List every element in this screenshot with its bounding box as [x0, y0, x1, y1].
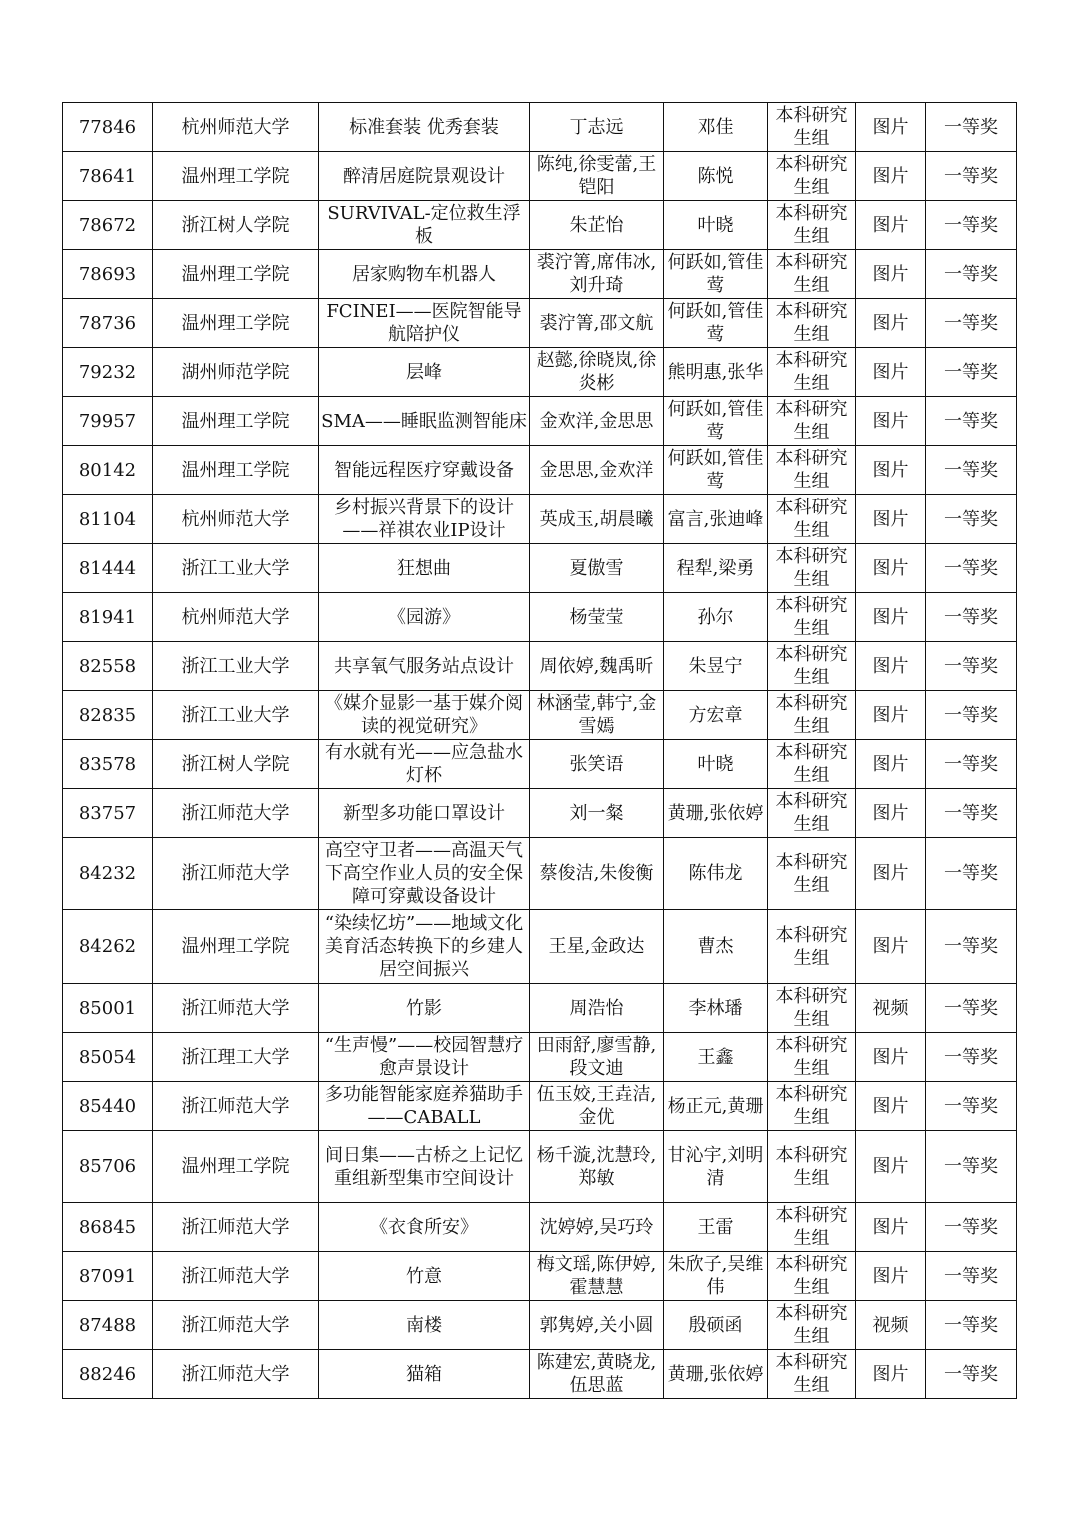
table-row: [63, 250, 1017, 299]
award-table-body: [63, 103, 1017, 1399]
table-row: [63, 984, 1017, 1033]
authors-cell: 杨莹莹: [530, 593, 664, 642]
table-row: [63, 642, 1017, 691]
school-cell: 湖州师范学院: [153, 348, 319, 397]
format-cell: 图片: [856, 642, 926, 691]
award-cell: 一等奖: [926, 1203, 1017, 1252]
award-cell: 一等奖: [926, 152, 1017, 201]
work-title-cell: 《园游》: [319, 593, 530, 642]
format-cell: 图片: [856, 152, 926, 201]
school-cell: 浙江工业大学: [153, 642, 319, 691]
format-cell: 图片: [856, 299, 926, 348]
work-title-cell: 南楼: [319, 1301, 530, 1350]
work-title-cell: 猫箱: [319, 1350, 530, 1399]
format-cell: 图片: [856, 446, 926, 495]
advisor-cell: 陈悦: [664, 152, 768, 201]
category-cell: 本科研究生组: [768, 1131, 856, 1203]
work-title-cell: 醉清居庭院景观设计: [319, 152, 530, 201]
format-cell: 图片: [856, 1033, 926, 1082]
school-cell: 温州理工学院: [153, 446, 319, 495]
work-title-cell: 《媒介显影一基于媒介阅读的视觉研究》: [319, 691, 530, 740]
format-cell: 图片: [856, 910, 926, 984]
format-cell: 图片: [856, 1203, 926, 1252]
advisor-cell: 孙尔: [664, 593, 768, 642]
format-cell: 图片: [856, 397, 926, 446]
table-row: [63, 1350, 1017, 1399]
award-cell: 一等奖: [926, 495, 1017, 544]
category-cell: 本科研究生组: [768, 838, 856, 910]
entry-id-cell: 85706: [63, 1131, 153, 1203]
category-cell: 本科研究生组: [768, 544, 856, 593]
work-title-cell: 《衣食所安》: [319, 1203, 530, 1252]
authors-cell: 郭隽婷,关小圆: [530, 1301, 664, 1350]
authors-cell: 沈婷婷,吴巧玲: [530, 1203, 664, 1252]
table-row: [63, 1131, 1017, 1203]
authors-cell: 林涵莹,韩宁,金雪嫣: [530, 691, 664, 740]
entry-id-cell: 85440: [63, 1082, 153, 1131]
category-cell: 本科研究生组: [768, 1350, 856, 1399]
format-cell: 图片: [856, 201, 926, 250]
work-title-cell: 共享氧气服务站点设计: [319, 642, 530, 691]
entry-id-cell: 88246: [63, 1350, 153, 1399]
category-cell: 本科研究生组: [768, 103, 856, 152]
authors-cell: 夏傲雪: [530, 544, 664, 593]
award-cell: 一等奖: [926, 1252, 1017, 1301]
advisor-cell: 王鑫: [664, 1033, 768, 1082]
authors-cell: 刘一粲: [530, 789, 664, 838]
format-cell: 图片: [856, 348, 926, 397]
advisor-cell: 富言,张迪峰: [664, 495, 768, 544]
category-cell: 本科研究生组: [768, 1082, 856, 1131]
school-cell: 浙江师范大学: [153, 1252, 319, 1301]
award-cell: 一等奖: [926, 348, 1017, 397]
school-cell: 温州理工学院: [153, 250, 319, 299]
work-title-cell: “染续忆坊”——地域文化美育活态转换下的乡建人居空间振兴: [319, 910, 530, 984]
format-cell: 图片: [856, 691, 926, 740]
table-row: [63, 348, 1017, 397]
advisor-cell: 程犁,梁勇: [664, 544, 768, 593]
format-cell: 图片: [856, 495, 926, 544]
advisor-cell: 李林璠: [664, 984, 768, 1033]
school-cell: 浙江师范大学: [153, 789, 319, 838]
table-row: [63, 1033, 1017, 1082]
entry-id-cell: 78672: [63, 201, 153, 250]
award-cell: 一等奖: [926, 1301, 1017, 1350]
award-cell: 一等奖: [926, 789, 1017, 838]
category-cell: 本科研究生组: [768, 1033, 856, 1082]
award-cell: 一等奖: [926, 1082, 1017, 1131]
authors-cell: 英成玉,胡晨曦: [530, 495, 664, 544]
school-cell: 浙江师范大学: [153, 1350, 319, 1399]
category-cell: 本科研究生组: [768, 984, 856, 1033]
school-cell: 浙江师范大学: [153, 1301, 319, 1350]
table-row: [63, 1203, 1017, 1252]
school-cell: 浙江工业大学: [153, 691, 319, 740]
work-title-cell: 多功能智能家庭养猫助手——CABALL: [319, 1082, 530, 1131]
category-cell: 本科研究生组: [768, 1301, 856, 1350]
school-cell: 浙江师范大学: [153, 1082, 319, 1131]
table-row: [63, 299, 1017, 348]
category-cell: 本科研究生组: [768, 642, 856, 691]
authors-cell: 朱芷怡: [530, 201, 664, 250]
category-cell: 本科研究生组: [768, 495, 856, 544]
award-cell: 一等奖: [926, 299, 1017, 348]
advisor-cell: 何跃如,管佳莺: [664, 397, 768, 446]
award-cell: 一等奖: [926, 642, 1017, 691]
format-cell: 图片: [856, 593, 926, 642]
work-title-cell: SURVIVAL-定位救生浮板: [319, 201, 530, 250]
authors-cell: 陈纯,徐雯蕾,王铠阳: [530, 152, 664, 201]
school-cell: 温州理工学院: [153, 910, 319, 984]
award-cell: 一等奖: [926, 1033, 1017, 1082]
award-cell: 一等奖: [926, 446, 1017, 495]
table-row: [63, 838, 1017, 910]
advisor-cell: 黄珊,张依婷: [664, 1350, 768, 1399]
entry-id-cell: 86845: [63, 1203, 153, 1252]
table-row: [63, 740, 1017, 789]
advisor-cell: 朱昱宁: [664, 642, 768, 691]
table-row: [63, 910, 1017, 984]
advisor-cell: 何跃如,管佳莺: [664, 299, 768, 348]
format-cell: 图片: [856, 1252, 926, 1301]
authors-cell: 田雨舒,廖雪静,段文迪: [530, 1033, 664, 1082]
entry-id-cell: 83757: [63, 789, 153, 838]
authors-cell: 丁志远: [530, 103, 664, 152]
authors-cell: 赵懿,徐晓岚,徐炎彬: [530, 348, 664, 397]
entry-id-cell: 81941: [63, 593, 153, 642]
table-row: [63, 152, 1017, 201]
award-cell: 一等奖: [926, 1350, 1017, 1399]
advisor-cell: 黄珊,张依婷: [664, 789, 768, 838]
award-cell: 一等奖: [926, 740, 1017, 789]
format-cell: 图片: [856, 1131, 926, 1203]
table-row: [63, 495, 1017, 544]
entry-id-cell: 87488: [63, 1301, 153, 1350]
table-row: [63, 397, 1017, 446]
work-title-cell: 有水就有光——应急盐水灯杯: [319, 740, 530, 789]
table-row: [63, 593, 1017, 642]
authors-cell: 周依婷,魏禹昕: [530, 642, 664, 691]
entry-id-cell: 83578: [63, 740, 153, 789]
category-cell: 本科研究生组: [768, 691, 856, 740]
format-cell: 图片: [856, 103, 926, 152]
advisor-cell: 朱欣子,吴维伟: [664, 1252, 768, 1301]
entry-id-cell: 82835: [63, 691, 153, 740]
advisor-cell: 甘沁宇,刘明清: [664, 1131, 768, 1203]
work-title-cell: 狂想曲: [319, 544, 530, 593]
entry-id-cell: 77846: [63, 103, 153, 152]
entry-id-cell: 79232: [63, 348, 153, 397]
advisor-cell: 叶晓: [664, 740, 768, 789]
table-row: [63, 1301, 1017, 1350]
school-cell: 浙江工业大学: [153, 544, 319, 593]
award-cell: 一等奖: [926, 250, 1017, 299]
school-cell: 浙江树人学院: [153, 740, 319, 789]
school-cell: 温州理工学院: [153, 152, 319, 201]
authors-cell: 蔡俊洁,朱俊衡: [530, 838, 664, 910]
table-row: [63, 1082, 1017, 1131]
authors-cell: 周浩怡: [530, 984, 664, 1033]
category-cell: 本科研究生组: [768, 910, 856, 984]
award-cell: 一等奖: [926, 593, 1017, 642]
work-title-cell: 竹意: [319, 1252, 530, 1301]
advisor-cell: 陈伟龙: [664, 838, 768, 910]
award-cell: 一等奖: [926, 103, 1017, 152]
category-cell: 本科研究生组: [768, 593, 856, 642]
work-title-cell: FCINEI——医院智能导航陪护仪: [319, 299, 530, 348]
school-cell: 温州理工学院: [153, 299, 319, 348]
school-cell: 温州理工学院: [153, 397, 319, 446]
authors-cell: 裘泞箐,席伟冰,刘升琦: [530, 250, 664, 299]
award-cell: 一等奖: [926, 691, 1017, 740]
work-title-cell: 居家购物车机器人: [319, 250, 530, 299]
category-cell: 本科研究生组: [768, 201, 856, 250]
authors-cell: 梅文瑶,陈伊婷,霍慧慧: [530, 1252, 664, 1301]
entry-id-cell: 79957: [63, 397, 153, 446]
work-title-cell: 新型多功能口罩设计: [319, 789, 530, 838]
school-cell: 温州理工学院: [153, 1131, 319, 1203]
work-title-cell: 间日集——古桥之上记忆重组新型集市空间设计: [319, 1131, 530, 1203]
entry-id-cell: 85001: [63, 984, 153, 1033]
entry-id-cell: 82558: [63, 642, 153, 691]
advisor-cell: 熊明惠,张华: [664, 348, 768, 397]
table-row: [63, 103, 1017, 152]
work-title-cell: 层峰: [319, 348, 530, 397]
work-title-cell: 竹影: [319, 984, 530, 1033]
category-cell: 本科研究生组: [768, 299, 856, 348]
award-cell: 一等奖: [926, 397, 1017, 446]
format-cell: 图片: [856, 544, 926, 593]
school-cell: 杭州师范大学: [153, 103, 319, 152]
category-cell: 本科研究生组: [768, 152, 856, 201]
award-cell: 一等奖: [926, 838, 1017, 910]
table-row: [63, 691, 1017, 740]
school-cell: 浙江理工大学: [153, 1033, 319, 1082]
authors-cell: 张笑语: [530, 740, 664, 789]
school-cell: 杭州师范大学: [153, 495, 319, 544]
school-cell: 浙江师范大学: [153, 984, 319, 1033]
school-cell: 浙江师范大学: [153, 1203, 319, 1252]
work-title-cell: “生声慢”——校园智慧疗愈声景设计: [319, 1033, 530, 1082]
table-row: [63, 1252, 1017, 1301]
authors-cell: 伍玉姣,王垚洁,金优: [530, 1082, 664, 1131]
advisor-cell: 殷硕函: [664, 1301, 768, 1350]
authors-cell: 杨千漩,沈慧玲,郑敏: [530, 1131, 664, 1203]
authors-cell: 裘泞箐,邵文航: [530, 299, 664, 348]
format-cell: 视频: [856, 984, 926, 1033]
work-title-cell: SMA——睡眠监测智能床: [319, 397, 530, 446]
authors-cell: 金思思,金欢洋: [530, 446, 664, 495]
category-cell: 本科研究生组: [768, 740, 856, 789]
advisor-cell: 何跃如,管佳莺: [664, 446, 768, 495]
award-cell: 一等奖: [926, 1131, 1017, 1203]
authors-cell: 陈建宏,黄晓龙,伍思蓝: [530, 1350, 664, 1399]
table-row: [63, 446, 1017, 495]
category-cell: 本科研究生组: [768, 789, 856, 838]
authors-cell: 王星,金政达: [530, 910, 664, 984]
entry-id-cell: 78693: [63, 250, 153, 299]
entry-id-cell: 84232: [63, 838, 153, 910]
entry-id-cell: 81444: [63, 544, 153, 593]
advisor-cell: 杨正元,黄珊: [664, 1082, 768, 1131]
entry-id-cell: 87091: [63, 1252, 153, 1301]
table-row: [63, 544, 1017, 593]
advisor-cell: 王雷: [664, 1203, 768, 1252]
advisor-cell: 叶晓: [664, 201, 768, 250]
award-table: [62, 102, 1017, 1399]
category-cell: 本科研究生组: [768, 446, 856, 495]
award-cell: 一等奖: [926, 201, 1017, 250]
category-cell: 本科研究生组: [768, 348, 856, 397]
entry-id-cell: 78736: [63, 299, 153, 348]
format-cell: 图片: [856, 1082, 926, 1131]
format-cell: 图片: [856, 789, 926, 838]
entry-id-cell: 80142: [63, 446, 153, 495]
work-title-cell: 标准套装 优秀套装: [319, 103, 530, 152]
format-cell: 图片: [856, 250, 926, 299]
school-cell: 浙江树人学院: [153, 201, 319, 250]
advisor-cell: 曹杰: [664, 910, 768, 984]
category-cell: 本科研究生组: [768, 1252, 856, 1301]
award-cell: 一等奖: [926, 544, 1017, 593]
table-row: [63, 789, 1017, 838]
work-title-cell: 智能远程医疗穿戴设备: [319, 446, 530, 495]
format-cell: 图片: [856, 838, 926, 910]
format-cell: 视频: [856, 1301, 926, 1350]
advisor-cell: 何跃如,管佳莺: [664, 250, 768, 299]
entry-id-cell: 81104: [63, 495, 153, 544]
award-table-page: [62, 102, 1017, 1399]
entry-id-cell: 85054: [63, 1033, 153, 1082]
award-cell: 一等奖: [926, 910, 1017, 984]
school-cell: 杭州师范大学: [153, 593, 319, 642]
entry-id-cell: 84262: [63, 910, 153, 984]
category-cell: 本科研究生组: [768, 250, 856, 299]
table-row: [63, 201, 1017, 250]
school-cell: 浙江师范大学: [153, 838, 319, 910]
category-cell: 本科研究生组: [768, 1203, 856, 1252]
advisor-cell: 方宏章: [664, 691, 768, 740]
format-cell: 图片: [856, 1350, 926, 1399]
advisor-cell: 邓佳: [664, 103, 768, 152]
work-title-cell: 高空守卫者——高温天气下高空作业人员的安全保障可穿戴设备设计: [319, 838, 530, 910]
category-cell: 本科研究生组: [768, 397, 856, 446]
format-cell: 图片: [856, 740, 926, 789]
authors-cell: 金欢洋,金思思: [530, 397, 664, 446]
entry-id-cell: 78641: [63, 152, 153, 201]
award-cell: 一等奖: [926, 984, 1017, 1033]
work-title-cell: 乡村振兴背景下的设计——祥祺农业IP设计: [319, 495, 530, 544]
